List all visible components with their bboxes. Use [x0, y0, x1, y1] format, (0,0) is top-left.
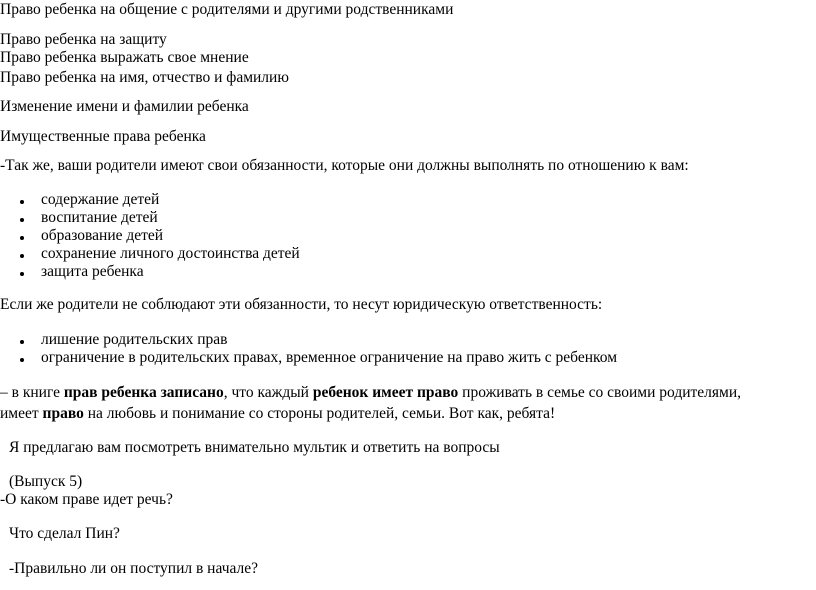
- paragraph-right-protection: Право ребенка на защиту: [0, 31, 167, 48]
- paragraph-book-rights-line1: [0, 384, 741, 402]
- paragraph-book-rights-line2: [0, 405, 555, 423]
- text-run: имеет: [0, 405, 43, 422]
- bold-text: прав ребенка записано: [63, 384, 224, 401]
- paragraph-episode: (Выпуск 5): [9, 473, 83, 490]
- text-run: , что каждый: [223, 384, 313, 401]
- text-run: на любовь и понимание со стороны родителей, семьи. Вот как, ребята!: [83, 405, 556, 422]
- paragraph-cartoon-invite: Я предлагаю вам посмотреть внимательно мультик и ответить на вопросы: [9, 439, 500, 456]
- paragraph-legal-responsibility: Если же родители не соблюдают эти обязанности, то несут юридическую ответственность:: [0, 296, 603, 313]
- list-item: образование детей: [41, 227, 164, 244]
- paragraph-name-change: Изменение имени и фамилии ребенка: [0, 98, 249, 115]
- list-item: защита ребенка: [41, 263, 144, 280]
- list-item: ограничение в родительских правах, временное ограничение на право жить с ребенком: [41, 349, 618, 366]
- paragraph-right-communication: Право ребенка на общение с родителями и другими родственниками: [0, 1, 454, 18]
- bullet-dot: [20, 272, 24, 276]
- paragraph-right-opinion: Право ребенка выражать свое мнение: [0, 49, 249, 66]
- bullet-dot: [20, 236, 24, 240]
- list-item: воспитание детей: [41, 209, 158, 226]
- text-run: проживать в семье со своими родителями,: [458, 384, 742, 401]
- list-item: лишение родительских прав: [41, 331, 228, 348]
- paragraph-question-correct: -Правильно ли он поступил в начале?: [9, 560, 259, 577]
- paragraph-question-right: -О каком праве идет речь?: [0, 491, 173, 508]
- paragraph-parent-duties: -Так же, ваши родители имеют свои обязанности, которые они должны выполнять по отношению к вам:: [0, 157, 689, 174]
- list-item: сохранение личного достоинства детей: [41, 245, 300, 262]
- paragraph-question-pin: Что сделал Пин?: [9, 525, 120, 542]
- bold-text: право: [42, 405, 84, 422]
- bold-text: ребенок имеет право: [312, 384, 459, 401]
- text-run: – в книге: [0, 384, 64, 401]
- bullet-dot: [20, 254, 24, 258]
- bullet-dot: [20, 200, 24, 204]
- paragraph-property-rights: Имущественные права ребенка: [0, 128, 206, 145]
- paragraph-right-name: Право ребенка на имя, отчество и фамилию: [0, 69, 289, 86]
- bullet-dot: [20, 218, 24, 222]
- bullet-dot: [20, 358, 24, 362]
- bullet-dot: [20, 340, 24, 344]
- list-item: содержание детей: [41, 191, 160, 208]
